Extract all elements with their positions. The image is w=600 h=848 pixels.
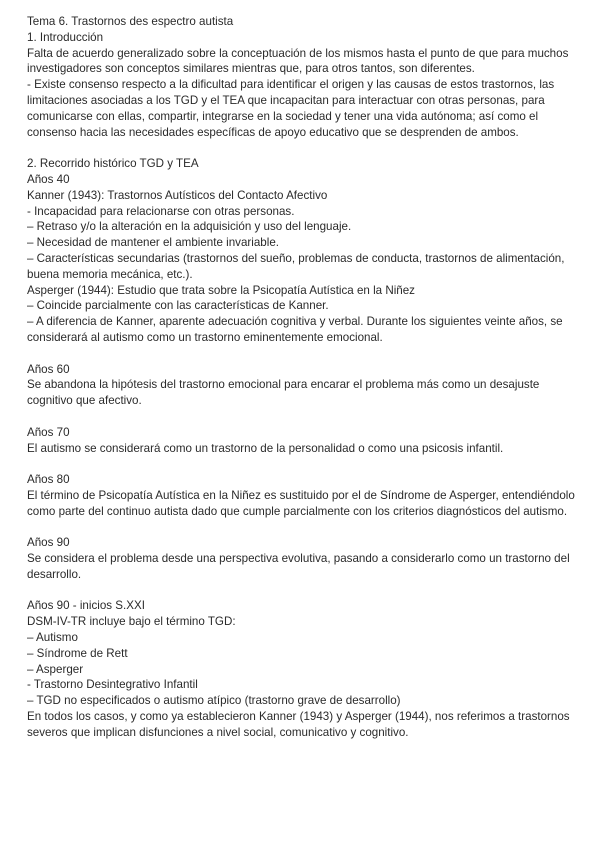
dsm-heading: DSM-IV-TR incluye bajo el término TGD: [27,615,236,629]
kanner-item: - Incapacidad para relacionarse con otras personas. [27,204,295,218]
asperger-item: – A diferencia de Kanner, aparente adecuación cognitiva y verbal. Durante los siguientes veinte años, se considerará al autismo como un trastorno eminentemente emocional. [27,315,563,344]
decade-text-80: El término de Psicopatía Autística en la Niñez es sustituido por el de Síndrome de Asperger, entendiéndolo como parte del continuo autista dado que cumple parcialmente con los criterios diagnósticos del autismo. [27,488,575,518]
decade-label-90: Años 90 [27,536,70,550]
decade-label-60: Años 60 [27,362,70,376]
kanner-item: – Retraso y/o la alteración en la adquisición y uso del lenguaje. [27,220,352,234]
asperger-item: – Coincide parcialmente con las características de Kanner. [27,299,329,313]
document-title: Tema 6. Trastornos des espectro autista [27,15,234,28]
conclusion-paragraph: En todos los casos, y como ya establecieron Kanner (1943) y Asperger (1944), nos referimos a trastornos severos que implican disfunciones a nivel social, comunicativo y cognitivo. [27,710,570,739]
intro-paragraph-1: Falta de acuerdo generalizado sobre la conceptuación de los mismos hasta el punto de que para muchos investigadores son conceptos similares mientras que, para otros tantos, son diferentes. [27,46,569,76]
spacer [27,140,575,156]
decade-text-90: Se considera el problema desde una perspectiva evolutiva, pasando a considerarlo como un trastorno del desarrollo. [27,552,570,581]
dsm-item: – TGD no especificados o autismo atípico (trastorno grave de desarrollo) [27,694,401,708]
section-heading-history: 2. Recorrido histórico TGD y TEA [27,157,199,171]
document-page [27,14,575,741]
dsm-item: – Síndrome de Rett [27,646,128,660]
decade-label-70: Años 70 [27,425,70,439]
spacer [27,456,575,472]
decade-text-60: Se abandona la hipótesis del trastorno emocional para encarar el problema más como un desajuste cognitivo que afectivo. [27,378,540,408]
section-heading-introduction: 1. Introducción [27,30,104,44]
decade-text-70: El autismo se considerará como un trastorno de la personalidad o como una psicosis infantil. [27,441,504,455]
decade-label-40: Años 40 [27,172,70,186]
spacer [27,346,575,362]
intro-paragraph-2: - Existe consenso respecto a la dificultad para identificar el origen y las causas de estos trastornos, las limitaciones asociadas a los TGD y el TEA que incapacitan para interactuar con otras personas, para comunicarse con ellas, compartir, integrarse en la sociedad y tener una vida autónoma; así como el consenso hacia las necesidades específicas de apoyo educativo que se desprenden de ambos. [27,78,555,139]
dsm-item: - Trastorno Desintegrativo Infantil [27,678,198,692]
spacer [27,520,575,536]
decade-label-90-xxi: Años 90 - inicios S.XXI [27,599,145,613]
dsm-item: – Autismo [27,631,78,645]
spacer [27,409,575,425]
decade-label-80: Años 80 [27,473,70,487]
spacer [27,583,575,599]
kanner-item: – Necesidad de mantener el ambiente invariable. [27,236,279,250]
kanner-item: – Características secundarias (trastornos del sueño, problemas de conducta, trastornos de alimentación, buena memoria mecánica, etc.). [27,251,565,281]
asperger-heading: Asperger (1944): Estudio que trata sobre la Psicopatía Autística en la Niñez [27,283,415,297]
dsm-item: – Asperger [27,662,84,676]
kanner-heading: Kanner (1943): Trastornos Autísticos del Contacto Afectivo [27,188,328,202]
